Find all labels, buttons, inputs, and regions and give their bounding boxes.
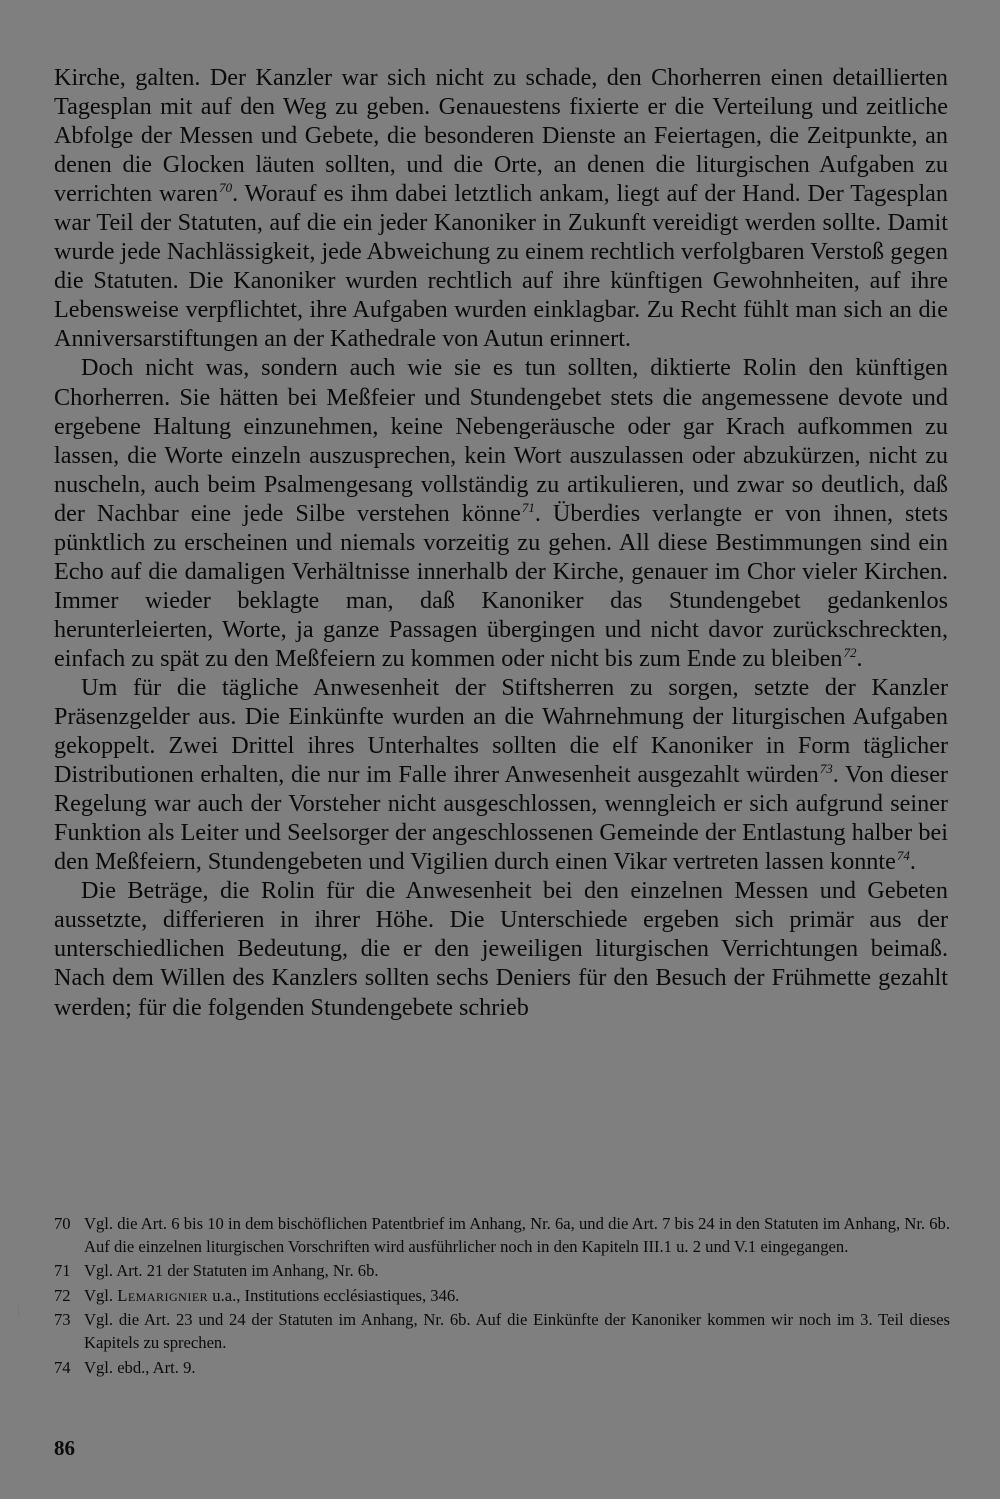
paragraph-3-text-c: . bbox=[909, 848, 916, 876]
paragraph-2-text-a: Doch nicht was, sondern auch wie sie es tun sollten, diktierte Rolin den künftigen Chorherren. Sie hätten bei Meßfeier und Stundengebet stets die angemessene devote und ergebene Haltung einzunehmen, keine Nebengeräusche oder gar Krach aufkommen zu lassen, die Worte einzeln auszusprechen, kein Wort auszulassen oder abzukürzen, nicht zu nuscheln, auch beim Psalmengesang vollständig zu artikulieren, und zwar so deutlich, daß der Nachbar eine jede Silbe verstehen könne bbox=[54, 354, 948, 527]
paragraph-3-text-b: . Von dieser Regelung war auch der Vorsteher nicht ausgeschlossen, wenngleich er sich aufgrund seiner Funktion als Leiter und Seelsorger der angeschlossenen Gemeinde der Entlastung halber bei den Meßfeiern, Stundengebeten und Vigilien durch einen Vikar vertreten lassen konnte bbox=[54, 761, 948, 876]
footnote-ref-73[interactable]: 73 bbox=[819, 761, 833, 777]
paragraph-4-text: Die Beträge, die Rolin für die Anwesenheit bei den einzelnen Messen und Gebeten aussetzte, differieren in ihrer Höhe. Die Unterschiede ergeben sich primär aus der unterschiedlichen Bedeutung, die er den jeweiligen liturgischen Verrichtungen beimaß. Nach dem Willen des Kanzlers sollten sechs Deniers für den Besuch der Frühmette gezahlt werden; für die folgenden Stundengebete schrieb bbox=[54, 877, 948, 1021]
footnote-number: 73 bbox=[54, 1310, 71, 1330]
footnote-ref-72[interactable]: 72 bbox=[843, 644, 857, 660]
footnote-ref-71[interactable]: 71 bbox=[521, 499, 535, 515]
scan-mark bbox=[18, 1303, 19, 1317]
paragraph-1 bbox=[54, 63, 948, 353]
footnote-text: Vgl. Art. 21 der Statuten im Anhang, Nr. 6b. bbox=[84, 1261, 379, 1281]
footnote-text: Vgl. die Art. 23 und 24 der Statuten im Anhang, Nr. 6b. Auf die Einkünfte der Kanoniker kommen wir noch im 3. Teil dieses Kapitels zu sprechen. bbox=[84, 1310, 950, 1352]
footnote-number: 72 bbox=[54, 1285, 71, 1305]
footnote-rest: u.a., Institutions ecclésiastiques, 346. bbox=[208, 1285, 460, 1305]
footnote-72 bbox=[54, 1285, 950, 1308]
paragraph-1-text-a: Kirche, galten. Der Kanzler war sich nicht zu schade, den Chorherren einen detaillierten Tagesplan mit auf den Weg zu geben. Genauestens fixierte er die Verteilung und zeitliche Abfolge der Messen und Gebete, die besonderen Dienste an Feiertagen, die Zeitpunkte, an denen die Glocken läuten sollten, und die Orte, an denen die liturgischen Aufgaben zu verrichten waren bbox=[54, 64, 948, 208]
footnote-number: 70 bbox=[54, 1214, 71, 1233]
footnote-71 bbox=[54, 1260, 950, 1283]
paragraph-3-text-a: Um für die tägliche Anwesenheit der Stiftsherren zu sorgen, setzte der Kanzler Präsenzgelder aus. Die Einkünfte wurden an die Wahrnehmung der liturgischen Aufgaben gekoppelt. Zwei Drittel ihres Unterhaltes sollten die elf Kanoniker in Form täglicher Distributionen erhalten, die nur im Falle ihrer Anwesenheit ausgezahlt würden bbox=[54, 673, 948, 789]
footnote-text: Vgl. die Art. 6 bis 10 in dem bischöflichen Patentbrief im Anhang, Nr. 6a, und die Art. 7 bis 24 in den Statuten im Anhang, Nr. 6b. Auf die einzelnen liturgischen Vorschriften wird ausführlicher noch in den Kapiteln III.1 u. 2 und V.1 eingegangen. bbox=[84, 1214, 950, 1256]
main-text bbox=[54, 63, 948, 1022]
footnote-70 bbox=[54, 1213, 950, 1258]
footnote-number: 74 bbox=[54, 1357, 71, 1377]
paragraph-2 bbox=[54, 353, 948, 673]
footnote-74 bbox=[54, 1357, 950, 1380]
footnote-ref-70[interactable]: 70 bbox=[219, 180, 233, 196]
footnote-number: 71 bbox=[54, 1261, 71, 1281]
footnote-author: Lemarignier bbox=[117, 1285, 209, 1305]
footnote-73 bbox=[54, 1309, 950, 1354]
paragraph-3 bbox=[54, 673, 948, 876]
footnote-text: Vgl. ebd., Art. 9. bbox=[84, 1357, 196, 1377]
paragraph-2-text-c: . bbox=[856, 644, 863, 672]
paragraph-4 bbox=[54, 876, 948, 1021]
footnotes bbox=[54, 1213, 950, 1381]
footnote-text bbox=[84, 1285, 950, 1308]
footnote-prefix: Vgl. bbox=[84, 1285, 118, 1305]
paragraph-2-text-b: . Überdies verlangte er von ihnen, stets pünktlich zu erscheinen und niemals vorzeitig zu gehen. All diese Bestimmungen sind ein Echo auf die damaligen Verhältnisse innerhalb der Kirche, genauer im Chor vieler Kirchen. Immer wieder beklagte man, daß Kanoniker das Stundengebet gedankenlos herunterleierten, Worte, ja ganze Passagen übergingen und nicht davor zurückschreckten, einfach zu spät zu den Meßfeiern zu kommen oder nicht bis zum Ende zu bleiben bbox=[54, 499, 948, 672]
footnote-ref-74[interactable]: 74 bbox=[896, 848, 910, 864]
paragraph-1-text-b: . Worauf es ihm dabei letztlich ankam, liegt auf der Hand. Der Tagesplan war Teil der Statuten, auf die ein jeder Kanoniker in Zukunft vereidigt werden sollte. Damit wurde jede Nachlässigkeit, jede Abweichung zu einem rechtlich verfolgbaren Verstoß gegen die Statuten. Die Kanoniker wurden rechtlich auf ihre künftigen Gewohnheiten, auf ihre Lebensweise verpflichtet, ihre Aufgaben wurden einklagbar. Zu Recht fühlt man sich an die Anniversarstiftungen an der Kathedrale von Autun erinnert. bbox=[54, 180, 948, 353]
page-number: 86 bbox=[54, 1436, 75, 1460]
